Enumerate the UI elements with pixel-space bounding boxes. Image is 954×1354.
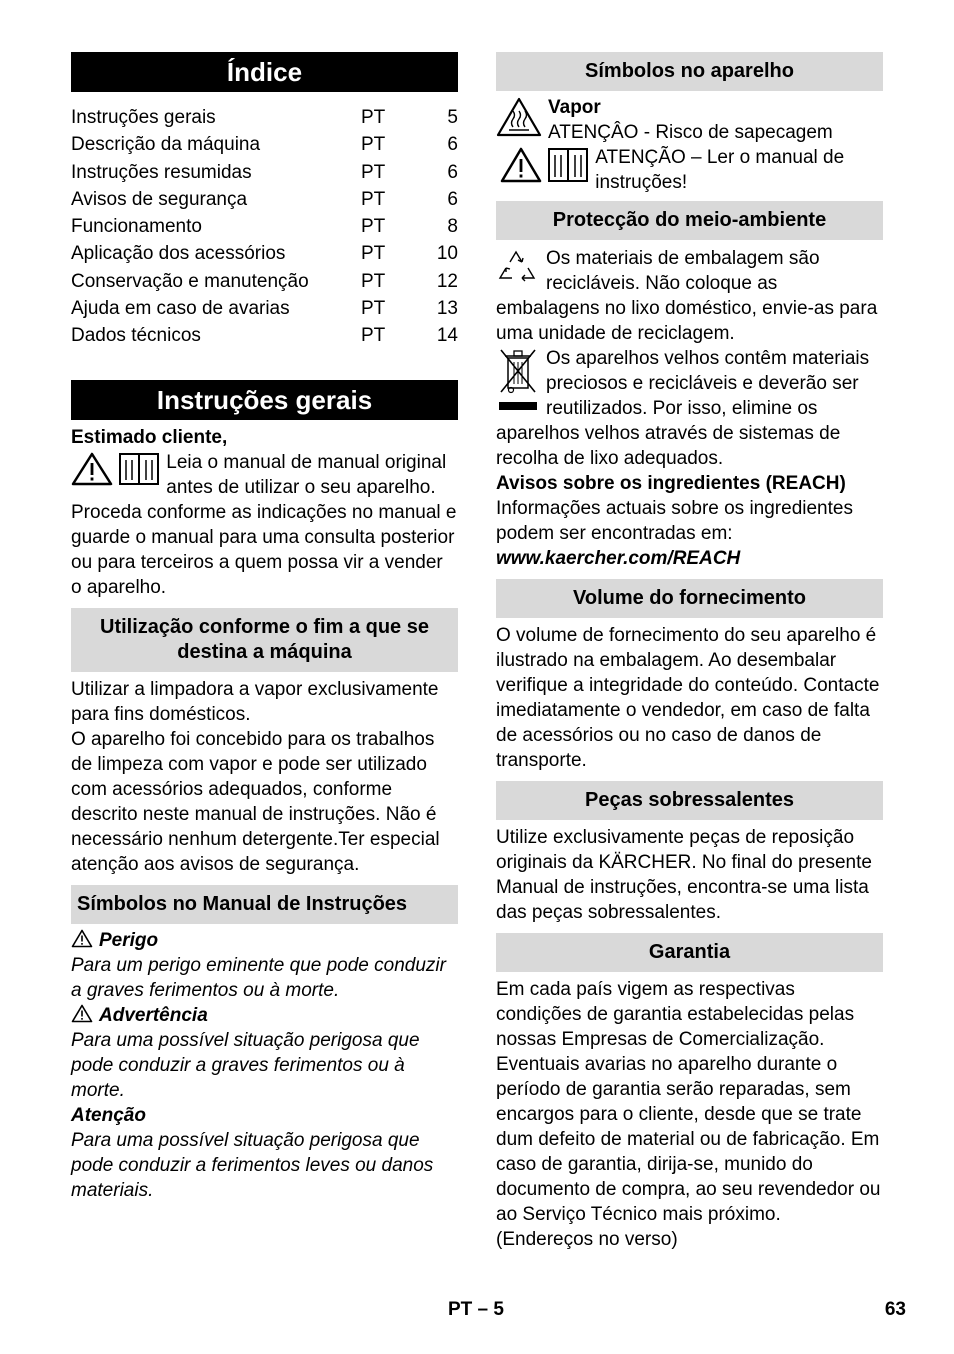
right-column bbox=[496, 52, 883, 1252]
toc-title: Funcionamento bbox=[71, 216, 202, 238]
danger-label: Perigo bbox=[99, 929, 159, 951]
toc-row[interactable] bbox=[71, 131, 458, 158]
spare-parts-heading: Peças sobressalentes bbox=[496, 781, 883, 820]
read-manual-text: ATENÇÃO – Ler o manual de instruções! bbox=[595, 147, 845, 193]
toc-title: Aplicação dos acessórios bbox=[71, 243, 286, 265]
intended-use-paragraph-2: O aparelho foi concebido para os trabalhos de limpeza com vapor e pode ser utilizado com acessórios adequados, conforme descrito neste manual de instruções. Não é necessário nenhum detergente.Ter especial atenção aos avisos de segurança. bbox=[71, 728, 440, 875]
toc-row[interactable] bbox=[71, 186, 458, 213]
greeting: Estimado cliente, bbox=[71, 426, 228, 448]
toc-row[interactable] bbox=[71, 295, 458, 322]
spare-parts-text: Utilize exclusivamente peças de reposição originais da KÄRCHER. No final do presente Manual de instruções, encontra-se uma lista das peças sobressalentes. bbox=[496, 827, 872, 923]
reach-title: Avisos sobre os ingredientes (REACH) bbox=[496, 473, 846, 494]
toc-page: 6 bbox=[447, 188, 458, 210]
recycle-text: Os materiais de embalagem são recicláveis. Não coloque as embalagens no lixo doméstico, envie-as para uma unidade de reciclagem. bbox=[496, 248, 878, 344]
intended-use-paragraph-1: Utilizar a limpadora a vapor exclusivamente para fins domésticos. bbox=[71, 678, 439, 725]
vapor-text: ATENÇÂO - Risco de sapecagem bbox=[548, 122, 833, 143]
general-instructions-heading: Instruções gerais bbox=[71, 380, 458, 420]
manual-book-icon bbox=[118, 452, 160, 486]
warning-manual-icons bbox=[500, 147, 589, 183]
toc-title: Conservação e manutenção bbox=[71, 270, 309, 292]
toc-title: Descrição da máquina bbox=[71, 134, 261, 156]
crossed-bin-icon bbox=[496, 346, 540, 419]
index-heading: Índice bbox=[71, 52, 458, 92]
reach-link[interactable]: www.kaercher.com/REACH bbox=[496, 548, 741, 569]
footer-page-number: 63 bbox=[884, 1299, 906, 1320]
intro-block bbox=[71, 450, 458, 600]
recycle-icon bbox=[496, 246, 540, 293]
delivery-heading: Volume do fornecimento bbox=[496, 579, 883, 618]
table-of-contents bbox=[71, 104, 458, 350]
toc-title: Instruções resumidas bbox=[71, 161, 252, 183]
warning-triangle-icon bbox=[71, 1004, 93, 1023]
warranty-heading: Garantia bbox=[496, 933, 883, 972]
toc-row[interactable] bbox=[71, 322, 458, 349]
vapor-label: Vapor bbox=[548, 97, 601, 118]
reach-text: Informações actuais sobre os ingredientes podem ser encontradas em: bbox=[496, 498, 853, 544]
toc-page: 8 bbox=[447, 216, 458, 238]
toc-row[interactable] bbox=[71, 159, 458, 186]
toc-lang: PT bbox=[361, 270, 386, 292]
footer-section-label: PT – 5 bbox=[448, 1299, 504, 1320]
toc-lang: PT bbox=[361, 188, 386, 210]
toc-page: 14 bbox=[436, 325, 458, 347]
environment-heading: Protecção do meio-ambiente bbox=[496, 201, 883, 240]
toc-lang: PT bbox=[361, 107, 386, 128]
hot-steam-warning-icon bbox=[496, 97, 542, 144]
toc-title: Dados técnicos bbox=[71, 325, 201, 347]
left-column bbox=[71, 52, 458, 1203]
toc-page: 13 bbox=[436, 298, 458, 320]
weee-text: Os aparelhos velhos contêm materiais preciosos e recicláveis e deverão ser reutilizados. Por isso, elimine os aparelhos velhos através de sistemas de recolha de lixo adequados. bbox=[496, 348, 870, 469]
warning-triangle-icon bbox=[71, 452, 113, 486]
toc-lang: PT bbox=[361, 298, 386, 320]
toc-title: Avisos de segurança bbox=[71, 188, 248, 210]
device-symbols-heading: Símbolos no aparelho bbox=[496, 52, 883, 91]
weee-block bbox=[496, 346, 883, 471]
warning-label-line bbox=[71, 1003, 458, 1028]
toc-page: 10 bbox=[436, 243, 458, 265]
toc-title: Ajuda em caso de avarias bbox=[71, 298, 290, 320]
danger-text: Para um perigo eminente que pode conduzir a graves ferimentos ou à morte. bbox=[71, 954, 446, 1001]
toc-page: 12 bbox=[436, 270, 458, 292]
toc-row[interactable] bbox=[71, 240, 458, 267]
delivery-text: O volume de fornecimento do seu aparelho é ilustrado na embalagem. Ao desembalar verifique a integridade do conteúdo. Contacte imediatamente o vendedor, em caso de falta de acessórios ou no caso de danos de transporte. bbox=[496, 625, 880, 771]
warning-triangle-icon bbox=[500, 147, 542, 183]
warning-text: Para uma possível situação perigosa que pode conduzir a graves ferimentos ou à morte. bbox=[71, 1029, 420, 1101]
toc-lang: PT bbox=[361, 325, 386, 347]
warning-triangle-icon bbox=[71, 929, 93, 948]
warning-manual-icons bbox=[71, 452, 160, 486]
toc-lang: PT bbox=[361, 216, 386, 238]
intended-use-heading: Utilização conforme o fim a que se destina a máquina bbox=[71, 608, 458, 672]
recycle-block bbox=[496, 246, 883, 346]
read-manual-symbol-row bbox=[496, 145, 883, 195]
manual-symbols-heading: Símbolos no Manual de Instruções bbox=[71, 885, 458, 924]
toc-page: 5 bbox=[447, 107, 458, 128]
intro-text: Leia o manual de manual original antes de utilizar o seu aparelho. Proceda conforme as indicações no manual e guarde o manual para uma consulta posterior ou para terceiros a quem possa vir a vender o aparelho. bbox=[71, 451, 457, 598]
warranty-paragraph-1: Em cada país vigem as respectivas condições de garantia estabelecidas pelas nossas Empresas de Comercialização. bbox=[496, 979, 855, 1050]
toc-row[interactable] bbox=[71, 213, 458, 240]
toc-page: 6 bbox=[447, 161, 458, 183]
toc-page: 6 bbox=[447, 134, 458, 156]
warranty-paragraph-2: Eventuais avarias no aparelho durante o período de garantia serão reparadas, sem encargos para o cliente, desde que se trate dum defeito de material ou de fabricação. Em caso de garantia, dirija-se, munido do documento de compra, ao seu revendedor ou ao Serviço Técnico mais próximo. bbox=[496, 1054, 881, 1225]
toc-lang: PT bbox=[361, 134, 386, 156]
toc-row[interactable] bbox=[71, 104, 458, 131]
danger-label-line bbox=[71, 928, 458, 953]
warranty-paragraph-3: (Endereços no verso) bbox=[496, 1229, 678, 1250]
vapor-symbol-row bbox=[496, 95, 883, 145]
toc-title: Instruções gerais bbox=[71, 107, 216, 128]
toc-row[interactable] bbox=[71, 268, 458, 295]
toc-lang: PT bbox=[361, 161, 386, 183]
caution-label: Atenção bbox=[71, 1104, 146, 1126]
toc-lang: PT bbox=[361, 243, 386, 265]
warning-label: Advertência bbox=[99, 1004, 208, 1026]
manual-book-icon bbox=[547, 147, 589, 183]
caution-text: Para uma possível situação perigosa que pode conduzir a ferimentos leves ou danos materiais. bbox=[71, 1129, 434, 1201]
